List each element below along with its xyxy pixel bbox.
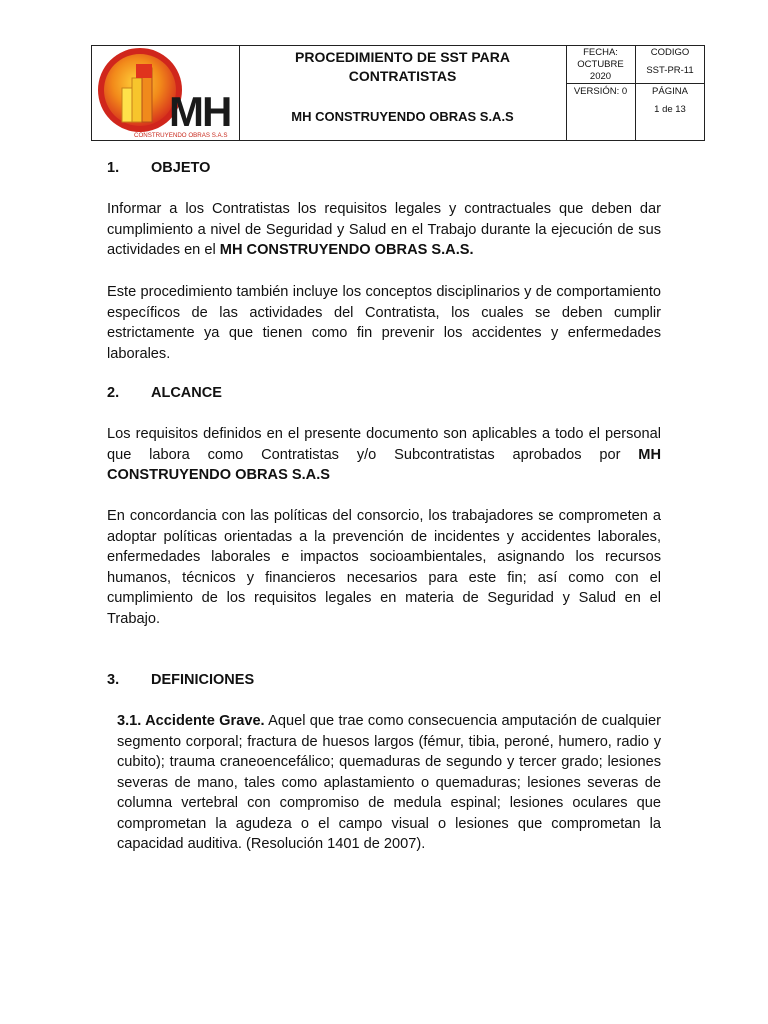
section-heading-objeto <box>107 160 210 176</box>
logo-caption: CONSTRUYENDO OBRAS S.A.S <box>134 132 228 139</box>
definition-text: Aquel que trae como consecuencia amputación de cualquier segmento corporal; fractura de huesos largos (fémur, tibia, peroné, humero, radio y cubito); trauma craneoencefálico; quemaduras de segundo y tercer grado; lesiones severas de mano, tales como aplastamiento o quemaduras; lesiones severas de columna vertebral con compromiso de medula espinal; lesiones oculares que comprometan la agudeza o el campo visual o lesiones que comprometan la capacidad auditiva. (Resolución 1401 de 2007). <box>117 713 661 852</box>
logo-initials: MH <box>169 88 231 135</box>
section-number: 3. <box>107 672 120 688</box>
paragraph-text: Este procedimiento también incluye los conceptos disciplinarios y de comportamiento específicos de las actividades del Contratista, los cuales se deben cumplir estrictamente ya que tienen como fin prevenir los accidentes y enfermedades laborales. <box>107 284 661 362</box>
title-line-2: CONTRATISTAS <box>348 68 457 84</box>
paragraph-text: Los requisitos definidos en el presente documento son aplicables a todo el personal que labora como Contratistas y/o Subcontratistas aprobados por <box>107 426 661 463</box>
pagina-value: 1 de 13 <box>654 104 686 115</box>
fecha-value-line-1: OCTUBRE <box>577 59 624 70</box>
section-title: DEFINICIONES <box>151 672 255 688</box>
codigo-value: SST-PR-11 <box>646 65 694 76</box>
company-name: MH CONSTRUYENDO OBRAS S.A.S <box>291 109 514 124</box>
codigo-cell <box>636 46 704 84</box>
alcance-paragraph-1 <box>107 424 661 486</box>
section-title: OBJETO <box>151 160 211 176</box>
company-bold: MH CONSTRUYENDO OBRAS S.A.S. <box>219 242 474 258</box>
title-cell <box>239 46 567 140</box>
section-title: ALCANCE <box>151 385 222 401</box>
codigo-label: CODIGO <box>650 47 690 58</box>
version-label: VERSIÓN: 0 <box>573 86 628 97</box>
section-number: 1. <box>107 160 120 176</box>
section-heading-alcance <box>107 385 222 401</box>
objeto-paragraph-1 <box>107 199 661 261</box>
pagina-cell <box>636 84 704 140</box>
fecha-value-line-2: 2020 <box>589 71 612 82</box>
company-logo <box>92 46 239 140</box>
title-line-1: PROCEDIMIENTO DE SST PARA <box>295 49 510 65</box>
paragraph-text: En concordancia con las políticas del consorcio, los trabajadores se comprometen a adoptar políticas orientadas a la prevención de incidentes y accidentes laborales, enfermedades laborales e impactos socioambientales, asignando los recursos humanos, técnicos y financieros necesarios para este fin; así como con el cumplimiento de los requisitos legales en materia de Seguridad y Salud en el Trabajo. <box>107 508 661 627</box>
version-cell <box>566 84 636 140</box>
alcance-paragraph-2 <box>107 506 661 629</box>
section-number: 2. <box>107 385 120 401</box>
document-header <box>91 45 705 141</box>
objeto-paragraph-2 <box>107 282 661 364</box>
section-heading-definiciones <box>107 672 254 688</box>
company-bold: MH CONSTRUYENDO OBRAS S.A.S <box>107 446 661 483</box>
fecha-cell <box>566 46 636 84</box>
paragraph-text: Informar a los Contratistas los requisitos legales y contractuales que deben dar cumplimiento a nivel de Seguridad y Salud en el Trabajo durante la ejecución de sus actividades en el <box>107 201 661 258</box>
fecha-label: FECHA: <box>583 47 618 58</box>
definition-accidente-grave <box>117 711 661 855</box>
logo-cell <box>92 46 240 140</box>
document-title <box>239 48 566 86</box>
definition-term: 3.1. Accidente Grave. <box>117 713 265 729</box>
pagina-label: PÁGINA <box>652 86 688 97</box>
